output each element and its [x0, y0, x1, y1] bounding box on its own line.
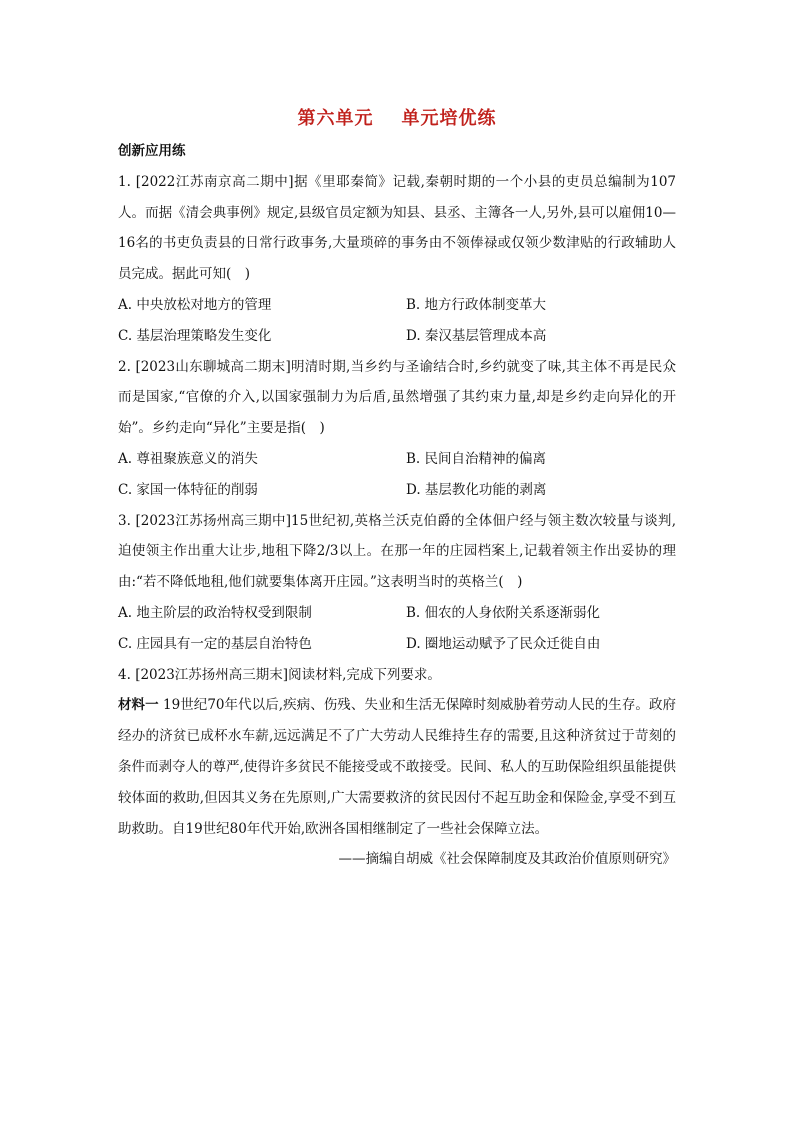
- material-source: ——摘编自胡威《社会保障制度及其政治价值原则研究》: [338, 851, 676, 868]
- question-1-options: [118, 290, 676, 352]
- option-a: A. 中央放松对地方的管理: [118, 296, 272, 313]
- option-d: D. 秦汉基层管理成本高: [406, 327, 547, 344]
- question-2: [118, 352, 676, 444]
- question-text: [2023江苏扬州高三期末]阅读材料,完成下列要求。: [135, 666, 441, 683]
- question-text: [2023江苏扬州高三期中]15世纪初,英格兰沃克伯爵的全体佃户经与领主数次较量与谈判,迫使领主作出重大让步,地租下降2/3以上。在那一年的庄园档案上,记载着领主作出妥协的理由:“若不降低地租,他们就要集体离开庄园。”这表明当时的英格兰( ): [118, 512, 676, 591]
- material-label: 材料一: [118, 697, 159, 714]
- option-c: C. 基层治理策略发生变化: [118, 327, 272, 344]
- option-d: D. 圈地运动赋予了民众迁徙自由: [406, 635, 601, 652]
- option-a: A. 地主阶层的政治特权受到限制: [118, 604, 312, 621]
- option-b: B. 民间自治精神的偏离: [406, 450, 547, 467]
- section-heading: 创新应用练: [118, 143, 186, 159]
- material-one: [118, 690, 676, 844]
- question-3-options: [118, 598, 676, 660]
- content-body: [118, 136, 676, 875]
- unit-name: 单元培优练: [401, 108, 497, 129]
- question-text: [2023山东聊城高二期末]明清时期,当乡约与圣谕结合时,乡约就变了味,其主体不再是民众而是国家,“官僚的介入,以国家强制力为后盾,虽然增强了其约束力量,却是乡约走向异化的开始”。乡约走向“异化”主要是指( ): [118, 358, 676, 437]
- page-title: [0, 104, 794, 130]
- option-b: B. 地方行政体制变革大: [406, 296, 547, 313]
- material-text: 19世纪70年代以后,疾病、伤残、失业和生活无保障时刻威胁着劳动人民的生存。政府经办的济贫已成杯水车薪,远远满足不了广大劳动人民维持生存的需要,且这种济贫过于苛刻的条件而剥夺人的尊严,使得许多贫民不能接受或不敢接受。民间、私人的互助保险组织虽能提供较体面的救助,但因其义务在先原则,广大需要救济的贫民因付不起互助金和保险金,享受不到互助救助。自19世纪80年代开始,欧洲各国相继制定了一些社会保障立法。: [118, 697, 676, 837]
- question-number: 2.: [118, 358, 131, 375]
- option-d: D. 基层教化功能的剥离: [406, 481, 547, 498]
- option-a: A. 尊祖聚族意义的消失: [118, 450, 258, 467]
- question-text: [2022江苏南京高二期中]据《里耶秦简》记载,秦朝时期的一个小县的吏员总编制为107人。而据《清会典事例》规定,县级官员定额为知县、县丞、主簿各一人,另外,县可以雇佣10—16名的书吏负责县的日常行政事务,大量琐碎的事务由不领俸禄或仅领少数津贴的行政辅助人员完成。据此可知( ): [118, 173, 676, 283]
- option-c: C. 家国一体特征的削弱: [118, 481, 258, 498]
- unit-label: 第六单元: [297, 108, 374, 129]
- question-2-options: [118, 444, 676, 506]
- question-number: 4.: [118, 666, 131, 683]
- question-3: [118, 506, 676, 598]
- question-1: [118, 167, 676, 290]
- question-number: 1.: [118, 173, 131, 190]
- option-b: B. 佃农的人身依附关系逐渐弱化: [406, 604, 601, 621]
- option-c: C. 庄园具有一定的基层自治特色: [118, 635, 312, 652]
- question-number: 3.: [118, 512, 131, 529]
- question-4: [118, 660, 676, 691]
